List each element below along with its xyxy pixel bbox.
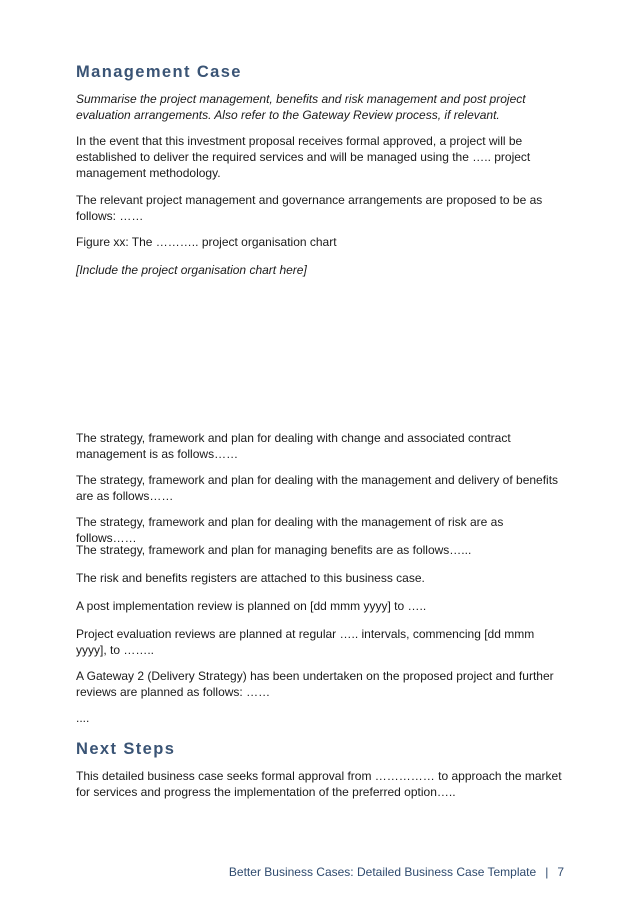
page-footer [229, 864, 564, 880]
management-case-paragraph-2: The relevant project management and governance arrangements are proposed to be as follows: …… [76, 193, 543, 223]
management-case-paragraph-10: A Gateway 2 (Delivery Strategy) has been undertaken on the proposed project and further reviews are planned as follows: …… [76, 669, 554, 699]
next-steps-paragraph-1: This detailed business case seeks formal approval from …………… to approach the market for services and progress the implementation of the preferred option….. [76, 769, 562, 799]
figure-caption: Figure xx: The ……….. project organisation chart [76, 235, 337, 249]
management-case-paragraph-9: Project evaluation reviews are planned at regular ….. intervals, commencing [dd mmm yyyy], to …….. [76, 627, 535, 657]
management-case-intro: Summarise the project management, benefits and risk management and post project evaluation arrangements. Also refer to the Gateway Review process, if relevant. [76, 92, 526, 122]
page-number: 7 [557, 865, 564, 879]
org-chart-placeholder: [Include the project organisation chart here] [76, 263, 307, 277]
management-case-paragraph-6: The strategy, framework and plan for managing benefits are as follows…... [76, 543, 472, 557]
management-case-paragraph-5: The strategy, framework and plan for dealing with the management of risk are as follows…… [76, 515, 504, 545]
next-steps-heading: Next Steps [76, 740, 176, 758]
management-case-paragraph-8: A post implementation review is planned on [dd mmm yyyy] to ….. [76, 599, 427, 613]
footer-separator: | [545, 865, 549, 879]
management-case-paragraph-1: In the event that this investment proposal receives formal approved, a project will be established to deliver the required services and will be managed using the ….. project management methodology. [76, 134, 531, 180]
management-case-paragraph-3: The strategy, framework and plan for dealing with change and associated contract management is as follows…… [76, 431, 511, 461]
management-case-paragraph-4: The strategy, framework and plan for dealing with the management and delivery of benefits are as follows…… [76, 473, 559, 503]
management-case-paragraph-7: The risk and benefits registers are attached to this business case. [76, 571, 425, 585]
management-case-paragraph-11: .... [76, 711, 90, 725]
footer-title: Better Business Cases: Detailed Business Case Template [228, 865, 537, 879]
management-case-heading: Management Case [76, 63, 242, 81]
